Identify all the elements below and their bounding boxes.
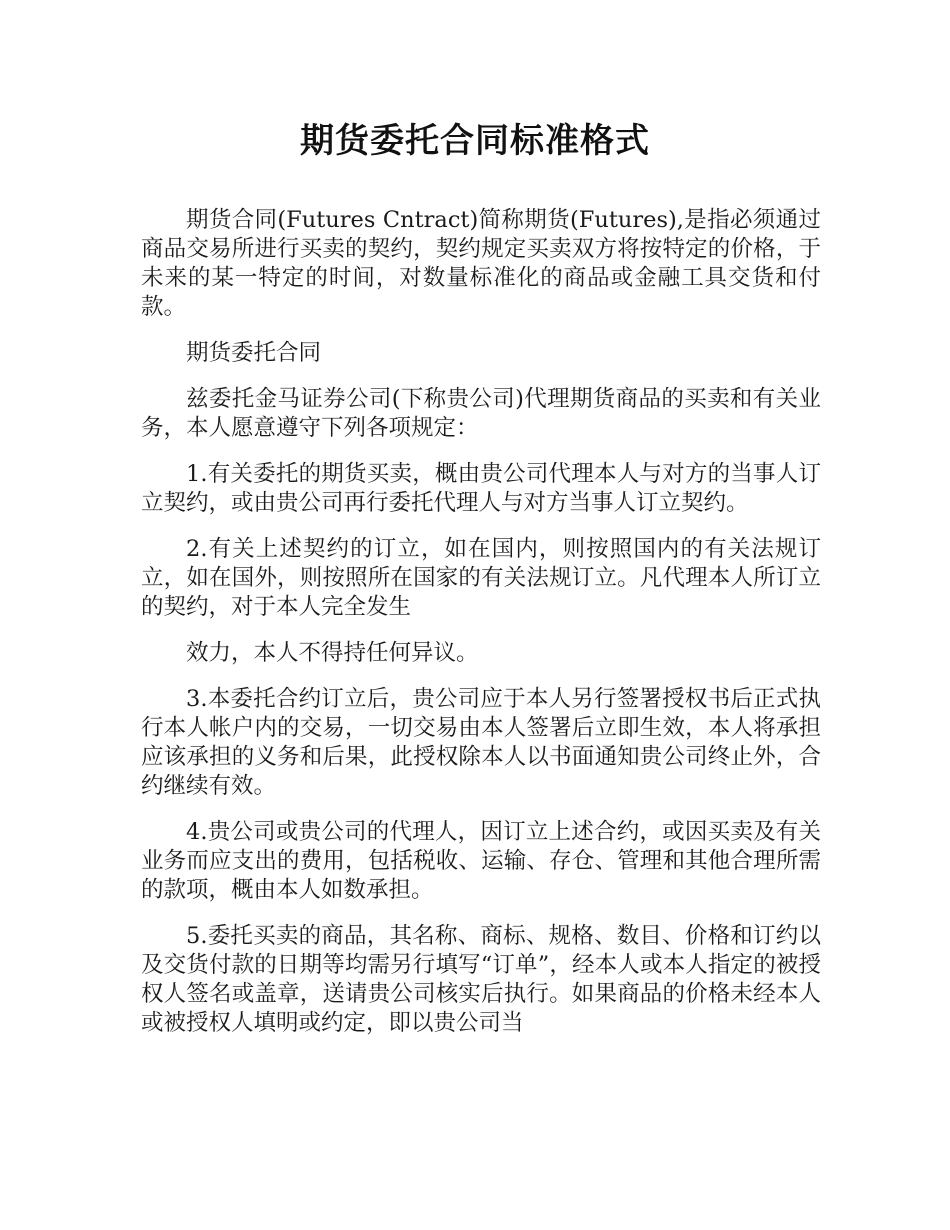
document-title: 期货委托合同标准格式 <box>300 121 650 161</box>
clause-2: 2.有关上述契约的订立，如在国内，则按照国内的有关法规订立，如在国外，则按照所在国家的有关法规订立。凡代理本人所订立的契约，对于本人完全发生 <box>141 536 821 620</box>
clause-5: 5.委托买卖的商品，其名称、商标、规格、数目、价格和订约以及交货付款的日期等均需另行填写“订单”，经本人或本人指定的被授权人签名或盖章，送请贵公司核实后执行。如果商品的价格未经本人或被授权人填明或约定，即以贵公司当 <box>141 923 821 1036</box>
clause-4: 4.贵公司或贵公司的代理人，因订立上述合约，或因买卖及有关业务而应支出的费用，包括税收、运输、存仓、管理和其他合理所需的款项，概由本人如数承担。 <box>141 819 821 903</box>
clause-2-continued: 效力，本人不得持任何异议。 <box>186 640 479 666</box>
paragraph-preamble: 兹委托金马证券公司(下称贵公司)代理期货商品的买卖和有关业务，本人愿意遵守下列各项规定： <box>141 386 821 441</box>
clause-1: 1.有关委托的期货买卖，概由贵公司代理本人与对方的当事人订立契约，或由贵公司再行委托代理人与对方当事人订立契约。 <box>141 461 821 516</box>
clause-3: 3.本委托合约订立后，贵公司应于本人另行签署授权书后正式执行本人帐户内的交易，一切交易由本人签署后立即生效，本人将承担应该承担的义务和后果，此授权除本人以书面通知贵公司终止外，合约继续有效。 <box>141 686 821 799</box>
paragraph-heading: 期货委托合同 <box>186 340 322 366</box>
paragraph-intro: 期货合同(Futures Cntract)简称期货(Futures),是指必须通过商品交易所进行买卖的契约，契约规定买卖双方将按特定的价格，于未来的某一特定的时间，对数量标准化的商品或金融工具交货和付款。 <box>141 207 821 320</box>
document-body <box>141 206 821 1055</box>
